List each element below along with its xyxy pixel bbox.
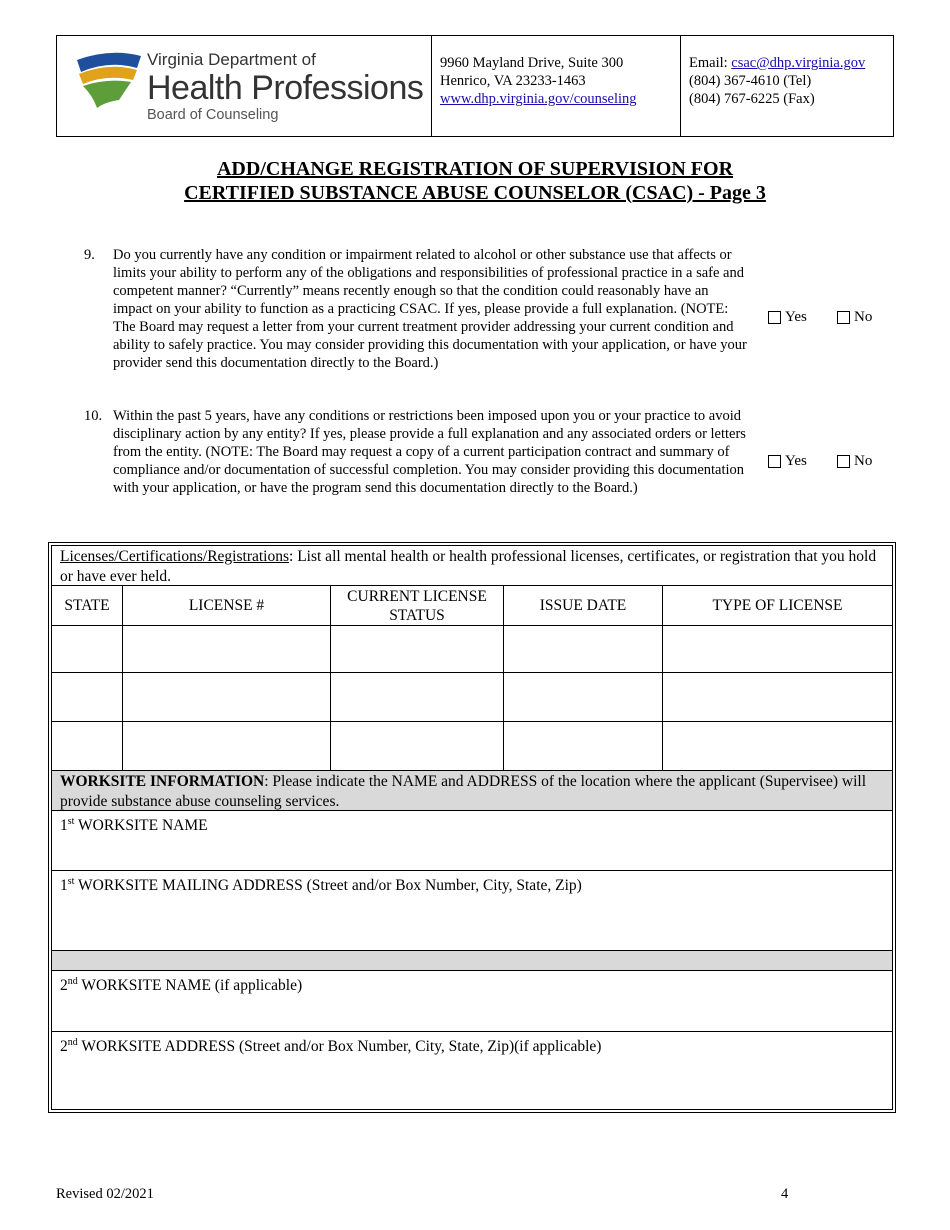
license-type-cell[interactable] xyxy=(663,722,892,770)
worksite-heading-text: : Please indicate the NAME and ADDRESS of the location where the applicant (Supervisee) will provide substance abuse counseling services. xyxy=(60,773,867,810)
yes-checkbox[interactable] xyxy=(768,455,781,468)
ordinal-suffix: nd xyxy=(67,1037,78,1048)
worksite-heading-title: WORKSITE INFORMATION xyxy=(60,773,265,790)
licenses-header-row xyxy=(52,586,892,626)
email-link[interactable]: csac@dhp.virginia.gov xyxy=(731,55,866,71)
licenses-heading xyxy=(52,546,892,586)
table-row[interactable] xyxy=(52,722,892,771)
issue-date-cell[interactable] xyxy=(504,722,663,770)
table-inner xyxy=(51,545,893,1110)
address-cell xyxy=(432,36,681,136)
column-header-license-status: CURRENT LICENSE STATUS xyxy=(331,586,504,625)
page-number: 4 xyxy=(781,1186,789,1202)
question-number: 9. xyxy=(84,247,95,263)
license-number-cell[interactable] xyxy=(123,722,331,770)
logo-line-department: Virginia Department of xyxy=(147,50,316,69)
fax-line: (804) 767-6225 (Fax) xyxy=(689,91,815,107)
column-header-license-number: LICENSE # xyxy=(123,586,331,625)
title-line-1: ADD/CHANGE REGISTRATION OF SUPERVISION FOR xyxy=(216,158,734,180)
second-worksite-address-label: WORKSITE ADDRESS (Street and/or Box Number, City, State, Zip)(if applicable) xyxy=(77,1038,602,1056)
license-status-cell[interactable] xyxy=(331,673,504,721)
question-number: 10. xyxy=(84,408,103,424)
yes-option[interactable] xyxy=(768,308,807,326)
no-checkbox[interactable] xyxy=(837,455,850,468)
logo-wordmark xyxy=(147,50,423,124)
logo-cell xyxy=(57,36,432,136)
logo-line-board: Board of Counseling xyxy=(147,107,279,123)
licenses-worksite-table xyxy=(48,542,896,1113)
yes-option[interactable] xyxy=(768,452,807,470)
license-type-cell[interactable] xyxy=(663,673,892,721)
table-row[interactable] xyxy=(52,626,892,673)
email-label: Email: xyxy=(689,55,732,71)
question-10 xyxy=(84,407,884,517)
email-line xyxy=(689,54,885,72)
license-number-cell[interactable] xyxy=(123,626,331,672)
revision-date: Revised 02/2021 xyxy=(56,1186,154,1202)
letterhead xyxy=(56,35,894,137)
no-option[interactable] xyxy=(837,308,872,326)
table-row[interactable] xyxy=(52,673,892,722)
worksite-heading xyxy=(52,771,892,811)
issue-date-cell[interactable] xyxy=(504,626,663,672)
first-worksite-address-label: WORKSITE MAILING ADDRESS (Street and/or Box Number, City, State, Zip) xyxy=(74,877,582,895)
question-text: Within the past 5 years, have any conditions or restrictions been imposed upon you or your practice to avoid disciplinary action by any entity? If yes, please provide a full explanation and any associated orders or letters from the entity. (NOTE: The Board may request a copy of a current participation contract and summary of compliance and/or documentation of successful completion. You may consider providing this documentation with your application, or have the program send this documentation directly to the Board.) xyxy=(113,408,746,496)
question-text: Do you currently have any condition or impairment related to alcohol or other substance use that affects or limits your ability to perform any of the obligations and responsibilities of professional practice in a safe and competent manner? “Currently” means recently enough so that the condition could reasonably have an impact on your ability to function as a practicing CSAC. If yes, please provide a full explanation. (NOTE: The Board may request a letter from your current treatment provider addressing your current condition and ability to safely practice. You may consider providing this documentation with your application, or have your provider send this documentation directly to the Board.) xyxy=(113,247,747,371)
second-worksite-address-field[interactable] xyxy=(52,1032,892,1111)
yes-checkbox[interactable] xyxy=(768,311,781,324)
second-worksite-name-field[interactable] xyxy=(52,971,892,1032)
section-divider xyxy=(52,951,892,971)
address-line-1: 9960 Mayland Drive, Suite 300 xyxy=(440,55,624,71)
state-cell[interactable] xyxy=(52,673,123,721)
first-worksite-name-field[interactable] xyxy=(52,811,892,871)
address-line-2: Henrico, VA 23233-1463 xyxy=(440,73,586,89)
column-header-license-type: TYPE OF LICENSE xyxy=(712,597,843,614)
license-status-cell[interactable] xyxy=(331,722,504,770)
phone-line: (804) 367-4610 (Tel) xyxy=(689,73,812,89)
ordinal-number: 1 xyxy=(60,877,68,895)
title-line-2: CERTIFIED SUBSTANCE ABUSE COUNSELOR (CSAC) - Page 3 xyxy=(184,182,766,204)
logo-line-agency: Health Professions xyxy=(147,69,424,107)
issue-date-cell[interactable] xyxy=(504,673,663,721)
contact-cell xyxy=(681,36,893,136)
ordinal-number: 2 xyxy=(60,1038,68,1056)
state-cell[interactable] xyxy=(52,626,123,672)
website-link[interactable]: www.dhp.virginia.gov/counseling xyxy=(440,91,637,107)
first-worksite-name-label: WORKSITE NAME xyxy=(74,817,208,835)
ordinal-number: 2 xyxy=(60,977,68,995)
ordinal-suffix: st xyxy=(67,816,75,827)
state-cell[interactable] xyxy=(52,722,123,770)
license-type-cell[interactable] xyxy=(663,626,892,672)
first-worksite-address-field[interactable] xyxy=(52,871,892,951)
ordinal-number: 1 xyxy=(60,817,68,835)
yes-label: Yes xyxy=(785,453,807,469)
license-status-cell[interactable] xyxy=(331,626,504,672)
column-header-state: STATE xyxy=(52,586,123,625)
page-title xyxy=(0,157,950,205)
no-label: No xyxy=(854,309,873,325)
no-checkbox[interactable] xyxy=(837,311,850,324)
dhp-logo-icon xyxy=(75,50,145,110)
question-9 xyxy=(84,246,884,391)
ordinal-suffix: nd xyxy=(67,976,78,987)
column-header-issue-date: ISSUE DATE xyxy=(504,586,663,625)
second-worksite-name-label: WORKSITE NAME (if applicable) xyxy=(77,977,303,995)
license-number-cell[interactable] xyxy=(123,673,331,721)
licenses-heading-title: Licenses/Certifications/Registrations xyxy=(60,548,290,565)
no-label: No xyxy=(854,453,873,469)
yes-label: Yes xyxy=(785,309,807,325)
ordinal-suffix: st xyxy=(67,876,75,887)
no-option[interactable] xyxy=(837,452,872,470)
licenses-heading-text: : List all mental health or health professional licenses, certificates, or registration that you hold or have ever held. xyxy=(60,548,877,585)
